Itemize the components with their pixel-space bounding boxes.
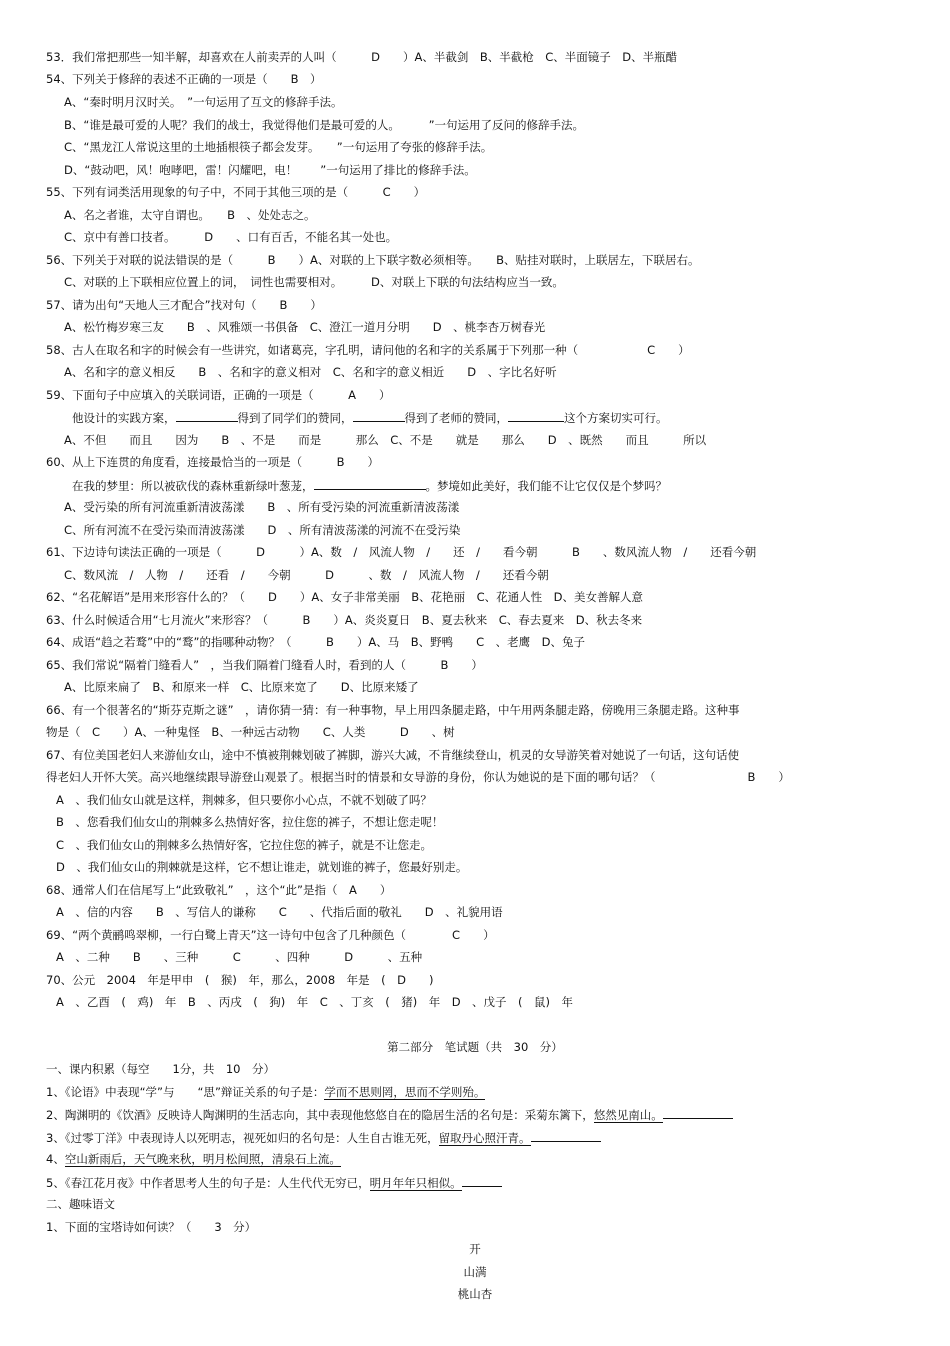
- q67-option-a: A 、我们仙女山就是这样，荆棘多，但只要你小心点，不就不划破了吗？: [56, 793, 432, 807]
- fill-item-5-prompt: 5、《春江花月夜》中作者思考人生的句子是：人生代代无穷已，: [46, 1176, 370, 1190]
- q59-part-3: 得到了老师的赞同，: [404, 411, 508, 425]
- q59-blank-1: [176, 408, 238, 422]
- q57: 57、请为出句“天地人三才配合”找对句（ B ）: [46, 298, 322, 312]
- q60-sentence: [72, 476, 910, 494]
- pagoda-poem-line-1: 开: [469, 1242, 481, 1256]
- q70-options: A 、乙酉 ( 鸡) 年 B 、丙戌 ( 狗) 年 C 、丁亥 ( 猪) 年 D 、戊子 ( 鼠) 年: [56, 995, 574, 1009]
- q59-blank-3: [508, 408, 564, 422]
- q59-blank-2: [353, 408, 405, 422]
- q59-part-2: 得到了同学们的赞同，: [237, 411, 353, 425]
- q65-options: A、比原来扁了 B、和原来一样 C、比原来宽了 D、比原来矮了: [64, 680, 419, 694]
- q61-options-cd: C、数风流 / 人物 / 还看 / 今朝 D 、数 / 风流人物 / 还看今朝: [64, 568, 549, 582]
- q60-blank: [314, 476, 426, 490]
- q64: 64、成语“趋之若鹜”中的“鹜”的指哪种动物？（ B ）A、马 B、野鸭 C 、老鹰 D、兔子: [46, 635, 585, 649]
- section-heading-2: 二、趣味语文: [46, 1197, 115, 1211]
- q54-option-d: D、“鼓动吧，风！咆哮吧，雷！闪耀吧，电！ ”一句运用了排比的修辞手法。: [64, 163, 476, 177]
- q69-options: A 、二种 B 、三种 C 、四种 D 、五种: [56, 950, 423, 964]
- fill-item-2-answer: 悠然见南山。: [593, 1108, 663, 1122]
- q58: 58、古人在取名和字的时候会有一些讲究，如诸葛亮，字孔明，请问他的名和字的关系属于下列那一种（ C ）: [46, 343, 690, 357]
- q54-option-b: B、“谁是最可爱的人呢？我们的战士，我觉得他们是最可爱的人。 ”一句运用了反问的修辞手法。: [64, 118, 585, 132]
- q60-part-2: 。梦境如此美好，我们能不让它仅仅是个梦吗？: [425, 479, 667, 493]
- q67-option-d: D 、我们仙女山的荆棘就是这样，它不想让谁走，就划谁的裤子，您最好别走。: [56, 860, 468, 874]
- q67-continued: 得老妇人开怀大笑。高兴地继续跟导游登山观景了。根据当时的情景和女导游的身份，你认为她说的是下面的哪句话？（ B ）: [46, 770, 790, 784]
- q63: 63、什么时候适合用“七月流火”来形容？（ B ）A、炎炎夏日 B、夏去秋来 C、春去夏来 D、秋去冬来: [46, 613, 643, 627]
- q57-options: A、松竹梅岁寒三友 B 、风雅颂一书俱备 C、澄江一道月分明 D 、桃李杏万树春光: [64, 320, 546, 334]
- q56-options-cd: C、对联的上下联相应位置上的词， 词性也需要相对。 D、对联上下联的句法结构应当一致。: [64, 275, 564, 289]
- q59-part-4: 这个方案切实可行。: [564, 411, 668, 425]
- fill-item-5: [46, 1173, 910, 1191]
- fill-item-5-line: [462, 1173, 502, 1187]
- section-heading-1: 一、课内积累（每空 1分，共 10 分）: [46, 1062, 275, 1076]
- q60-options-cd: C、所有河流不在受污染而清波荡漾 D 、所有清波荡漾的河流不在受污染: [64, 523, 461, 537]
- q59-sentence: [72, 408, 910, 426]
- fun-item-1: 1、下面的宝塔诗如何读？（ 3 分）: [46, 1220, 257, 1234]
- q61: 61、下边诗句读法正确的一项是（ D ）A、数 / 风流人物 / 还 / 看今朝 B 、数风流人物 / 还看今朝: [46, 545, 757, 559]
- q67: 67、有位美国老妇人来游仙女山，途中不慎被荆棘划破了裤脚，游兴大减，不肯继续登山，机灵的女导游笑着对她说了一句话，这句话使: [46, 748, 740, 762]
- fill-item-4: [46, 1150, 910, 1168]
- q69: 69、“两个黄鹂鸣翠柳，一行白鹭上青天”这一诗句中包含了几种颜色（ C ）: [46, 928, 495, 942]
- fill-item-2: [46, 1105, 910, 1123]
- fill-item-2-prompt: 2、陶渊明的《饮酒》反映诗人陶渊明的生活志向，其中表现他悠悠自在的隐居生活的名句是：采菊东篱下，: [46, 1108, 594, 1122]
- q53: 53．我们常把那些一知半解，却喜欢在人前卖弄的人叫（ D ）A、半截剑 B、半截枪 C、半面镜子 D、半瓶醋: [46, 50, 678, 64]
- pagoda-poem-line-2: 山满: [463, 1265, 487, 1279]
- q67-option-b: B 、您看我们仙女山的荆棘多么热情好客，拉住您的裤子，不想让您走呢！: [56, 815, 444, 829]
- q59: 59、下面句子中应填入的关联词语，正确的一项是（ A ）: [46, 388, 391, 402]
- q54: 54、下列关于修辞的表述不正确的一项是（ B ）: [46, 72, 322, 86]
- fill-item-3-answer: 留取丹心照汗青。: [438, 1131, 531, 1145]
- fill-item-1: [46, 1083, 910, 1101]
- q59-part-1: 他设计的实践方案，: [72, 411, 176, 425]
- q66: 66、有一个很著名的“斯芬克斯之谜” ，请你猜一猜：有一种事物，早上用四条腿走路，中午用两条腿走路，傍晚用三条腿走路。这种事: [46, 703, 740, 717]
- section-title-part2: 第二部分 笔试题（共 30 分）: [387, 1040, 563, 1054]
- q54-option-a: A、“秦时明月汉时关。 ”一句运用了互文的修辞手法。: [64, 95, 343, 109]
- pagoda-poem-line-3: 桃山杏: [457, 1287, 493, 1301]
- q60-part-1: 在我的梦里：所以被砍伐的森林重新绿叶葱茏，: [72, 479, 314, 493]
- fill-item-2-line: [663, 1105, 733, 1119]
- q62: 62、“名花解语”是用来形容什么的？（ D ）A、女子非常美丽 B、花艳丽 C、花通人性 D、美女善解人意: [46, 590, 644, 604]
- q68-options: A 、信的内容 B 、写信人的谦称 C 、代指后面的敬礼 D 、礼貌用语: [56, 905, 503, 919]
- q55: 55、下列有词类活用现象的句子中，不同于其他三项的是（ C ）: [46, 185, 426, 199]
- fill-item-1-prompt: 1、《论语》中表现“学”与 “思”辩证关系的句子是：: [46, 1085, 325, 1099]
- fill-item-3-prompt: 3、《过零丁洋》中表现诗人以死明志，视死如归的名句是：人生自古谁无死，: [46, 1131, 439, 1145]
- q60-options-ab: A、受污染的所有河流重新清波荡漾 B 、所有受污染的河流重新清波荡漾: [64, 500, 460, 514]
- q67-option-c: C 、我们仙女山的荆棘多么热情好客，它拉住您的裤子，就是不让您走。: [56, 838, 433, 852]
- fill-item-4-answer: 空山新雨后，天气晚来秋，明月松间照，清泉石上流。: [64, 1152, 341, 1166]
- q58-options: A、名和字的意义相反 B 、名和字的意义相对 C、名和字的意义相近 D 、字比名好听: [64, 365, 557, 379]
- q65: 65、我们常说“隔着门缝看人” ，当我们隔着门缝看人时，看到的人（ B ）: [46, 658, 483, 672]
- q54-option-c: C、“黑龙江人常说这里的土地插根筷子都会发芽。 ”一句运用了夸张的修辞手法。: [64, 140, 493, 154]
- fill-item-1-answer: 学而不思则罔，思而不学则殆。: [324, 1085, 486, 1099]
- q68: 68、通常人们在信尾写上“此致敬礼” ，这个“此”是指（ A ）: [46, 883, 392, 897]
- q55-options-ab: A、名之者谁，太守自谓也。 B 、处处志之。: [64, 208, 316, 222]
- fill-item-5-answer: 明月年年只相似。: [369, 1176, 462, 1190]
- q56: 56、下列关于对联的说法错误的是（ B ）A、对联的上下联字数必须相等。 B、贴挂对联时，上联居左，下联居右。: [46, 253, 700, 267]
- q60: 60、从上下连贯的角度看，连接最恰当的一项是（ B ）: [46, 455, 380, 469]
- fill-item-3: [46, 1128, 910, 1146]
- fill-item-4-number: 4、: [46, 1152, 65, 1166]
- q70: 70、公元 2004 年是甲申 ( 猴) 年，那么，2008 年是 ( D ): [46, 973, 434, 987]
- q66-continued: 物是（ C ）A、一种鬼怪 B、一种远古动物 C、人类 D 、树: [46, 725, 455, 739]
- q59-options: A、不但 而且 因为 B 、不是 而是 那么 C、不是 就是 那么 D 、既然 而且 所以: [64, 433, 707, 447]
- q55-options-cd: C、京中有善口技者。 D 、口有百舌，不能名其一处也。: [64, 230, 398, 244]
- fill-item-3-line: [531, 1128, 601, 1142]
